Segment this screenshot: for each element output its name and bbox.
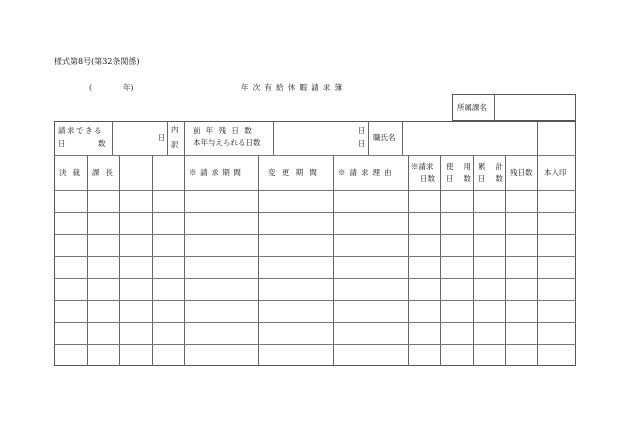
col-header-remaining-days: 残日数 [510, 168, 533, 177]
info-divider-7 [537, 121, 538, 155]
prev-year-day-unit: 日 [358, 126, 366, 135]
requestable-days-line2-b: 数 [98, 139, 106, 148]
info-divider-3 [184, 121, 185, 155]
col-divider-11 [537, 155, 538, 366]
col-header-section-chief: 課長 [92, 168, 119, 177]
row-line-6 [54, 322, 576, 323]
col-header-approval: 決裁 [59, 168, 86, 177]
info-divider-5 [368, 121, 369, 155]
row-line-2 [54, 234, 576, 235]
request-table [54, 121, 576, 366]
year-close-label: 年) [123, 83, 134, 92]
col-divider-8 [440, 155, 441, 366]
col-header-used-days-1: 使用 [446, 162, 481, 171]
col-divider-10 [505, 155, 506, 366]
prev-year-remaining-label: 前年残日数 [193, 126, 257, 135]
row-line-5 [54, 300, 576, 301]
year-open-paren: ( [89, 83, 92, 92]
info-divider-6 [402, 121, 403, 155]
col-header-used-days-2: 日数 [446, 174, 481, 183]
col-header-requested-days-1: ※請求 [411, 162, 434, 171]
requestable-days-line1: 請求できる [58, 126, 103, 135]
row-line-1 [54, 212, 576, 213]
col-divider-3 [152, 155, 153, 366]
info-divider-1 [112, 121, 113, 155]
position-name-label: 職氏名 [373, 133, 396, 142]
breakdown-line2: 訳 [171, 140, 179, 149]
info-row-bottom [54, 155, 576, 156]
info-divider-4 [273, 121, 274, 155]
col-divider-9 [473, 155, 474, 366]
this-year-granted-label: 本年与えられる日数 [193, 138, 261, 147]
col-header-cumulative-days-1: 累計 [478, 162, 513, 171]
col-header-cumulative-days-2: 日数 [478, 174, 513, 183]
col-header-request-reason: ※請求理由 [338, 168, 396, 177]
breakdown-line1: 内 [171, 125, 179, 134]
col-header-request-period: ※請求期間 [189, 168, 245, 177]
col-divider-1 [87, 155, 88, 366]
form-number: 様式第8号(第32条関係) [54, 57, 140, 66]
department-label: 所属課名 [457, 103, 487, 112]
col-header-change-period: 変更期間 [268, 168, 324, 177]
this-year-day-unit: 日 [358, 139, 366, 148]
col-header-personal-seal: 本人印 [544, 168, 567, 177]
row-line-7 [54, 344, 576, 345]
form-title: 年次有給休暇請求簿 [241, 83, 347, 92]
col-divider-4 [184, 155, 185, 366]
col-divider-6 [333, 155, 334, 366]
info-divider-2 [167, 121, 168, 155]
requestable-days-unit: 日 [158, 133, 166, 142]
header-row-bottom [54, 190, 576, 191]
row-line-4 [54, 278, 576, 279]
col-header-requested-days-2: 日数 [420, 174, 435, 183]
requestable-days-line2-a: 日 [58, 139, 66, 148]
col-divider-5 [258, 155, 259, 366]
col-divider-2 [119, 155, 120, 366]
row-line-3 [54, 256, 576, 257]
col-divider-7 [408, 155, 409, 366]
department-field[interactable] [495, 95, 575, 120]
